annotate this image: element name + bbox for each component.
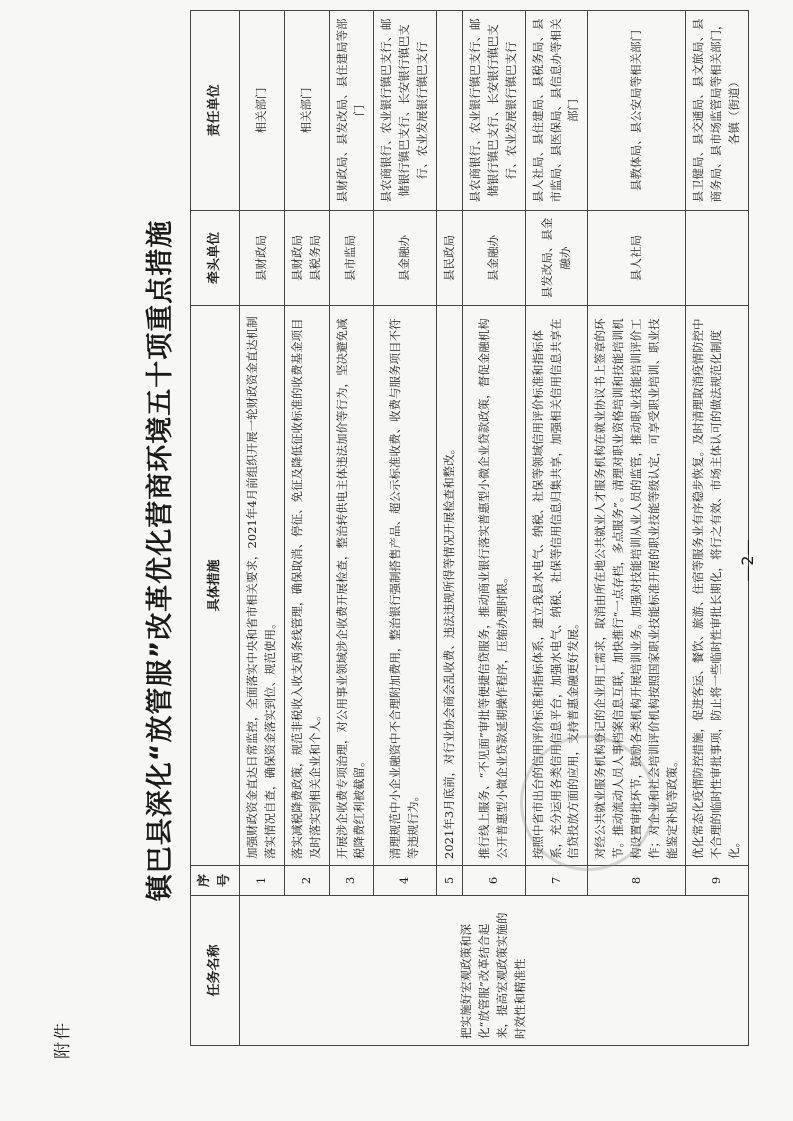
row-resp-unit: 县卫健局、县交通局、县文旅局、县商务局、县市场监管局等相关部门，各镇（街道）: [686, 11, 748, 211]
row-seq: 4: [374, 866, 436, 896]
table-row: [525, 11, 587, 1046]
row-measure: 清理规范中小企业融资中不合理附加费用，整治银行强制搭售产品、超公示标准收费、收费与服务项目不符等违规行为。: [374, 306, 436, 866]
row-measure: 落实减税降费政策，规范非税收入收支两条线管理，确保取消、停征、免征及降低征收标准的收费基金项目及时落实到相关企业和个人。: [284, 306, 329, 866]
row-lead-unit: 县民政局: [436, 211, 463, 306]
measures-table: [190, 10, 749, 1046]
header-resp-unit: 责任单位: [191, 11, 240, 211]
row-resp-unit: 县教体局、县公安局等相关部门: [588, 11, 686, 211]
row-measure: 推行线上服务、“不见面”审批等便捷信贷服务，推动商业银行落实普惠型小微企业贷款政策，督促金融机构公开普惠型小微企业贷款延期操作程序，压缩办理时限。: [463, 306, 525, 866]
row-resp-unit: 县人社局、县住建局、县税务局、县市监局、县医保局、县信息办等相关部门: [525, 11, 587, 211]
header-lead-unit: 牵头单位: [191, 211, 240, 306]
row-measure: 2021年3月底前，对行业协会商会乱收费、违法违规所得等情况开展检查和整改。: [436, 306, 463, 866]
row-resp-unit: 县农商银行、农业银行镇巴支行、邮储银行镇巴支行、长安银行镇巴支行、农业发展银行镇巴支行: [463, 11, 525, 211]
header-task-name: 任务名称: [191, 896, 240, 1046]
row-lead-unit: 县金融办: [463, 211, 525, 306]
table-row: [463, 11, 525, 1046]
table-row: [329, 11, 374, 1046]
row-seq: 9: [686, 866, 748, 896]
row-measure: 开展涉企收费专项治理，对公用事业领域涉企收费开展检查，整治转供电主体违法加价等行为，坚决避免减税降费红利被截留。: [329, 306, 374, 866]
page-title: 镇巴县深化“放管服”改革优化营商环境五十项重点措施: [145, 219, 176, 902]
row-seq: 7: [525, 866, 587, 896]
table-row: [374, 11, 436, 1046]
row-resp-unit: 县农商银行、农业银行镇巴支行、邮储银行镇巴支行、长安银行镇巴支行、农业发展银行镇巴支行: [374, 11, 436, 211]
row-lead-unit: 县财政局 县税务局: [284, 211, 329, 306]
row-lead-unit: 县金融办: [374, 211, 436, 306]
row-measure: 对经公共就业服务机构登记的企业用工需求，取消由所在地公共就业人才服务机构在就业协议书上签章的环节。推动流动人员人事档案信息互联，加快推行“一点存档，多点服务”。清理对职业资格培训和技能培训机构设置审批环节，鼓励各类机构开展培训业务。加强对技能培训从业人员的监管，推动职业技能培训评价工作；对企业和社会培训评价机构按照国家职业技能标准开展的职业技能等级认定，可享受职业培训、职业技能鉴定补贴等政策。: [588, 306, 686, 866]
row-lead-unit: 县人社局: [588, 211, 686, 306]
row-resp-unit: 相关部门: [284, 11, 329, 211]
task-name-cell: 把实施好宏观政策和深化“放管服”改革结合起来，提高宏观政策实施的时效性和精准性: [240, 896, 749, 1046]
row-lead-unit: 县市监局: [329, 211, 374, 306]
row-seq: 5: [436, 866, 463, 896]
page-number: —2—: [738, 539, 757, 582]
row-seq: 1: [240, 866, 285, 896]
row-measure: 按照中省市出台的信用评价标准和指标体系，建立我县水电气、纳税、社保等领域信用评价标准和指标体系，充分运用各类信用信息平台，加强水电气、纳税、社保等信用信息归集共享，加强相关信用信息共享在信贷投放方面的应用，支持普惠金融更好发展。: [525, 306, 587, 866]
row-seq: 6: [463, 866, 525, 896]
row-seq: 3: [329, 866, 374, 896]
row-seq: 8: [588, 866, 686, 896]
table-row: [284, 11, 329, 1046]
table-row: [240, 11, 285, 1046]
row-lead-unit: 县发改局、县金融办: [525, 211, 587, 306]
row-resp-unit: 县财政局、县发改局、县住建局等部门: [329, 11, 374, 211]
table-header-row: [191, 11, 240, 1046]
row-resp-unit: [436, 11, 463, 211]
table-row: [588, 11, 686, 1046]
header-measures: 具体措施: [191, 306, 240, 866]
table-body: [240, 11, 749, 1046]
attachment-label: 附件: [53, 1021, 73, 1059]
row-measure: 加强财政资金直达日常监控，全面落实中央和省市相关要求，2021年4月前组织开展一轮财政资金直达机制落实情况自查，确保资金落实到位、规范使用。: [240, 306, 285, 866]
table-row: [436, 11, 463, 1046]
row-lead-unit: 县财政局: [240, 211, 285, 306]
row-measure: 优化常态化疫情防控措施，促进客运、餐饮、旅游、住宿等服务业有序稳步恢复。及时清理取消疫情防控中不合理的临时性审批事项，防止将一些临时性审批长期化，将行之有效、市场主体认可的做法规范化制度化。: [686, 306, 748, 866]
header-seq: 序号: [191, 866, 240, 896]
row-resp-unit: 相关部门: [240, 11, 285, 211]
row-seq: 2: [284, 866, 329, 896]
